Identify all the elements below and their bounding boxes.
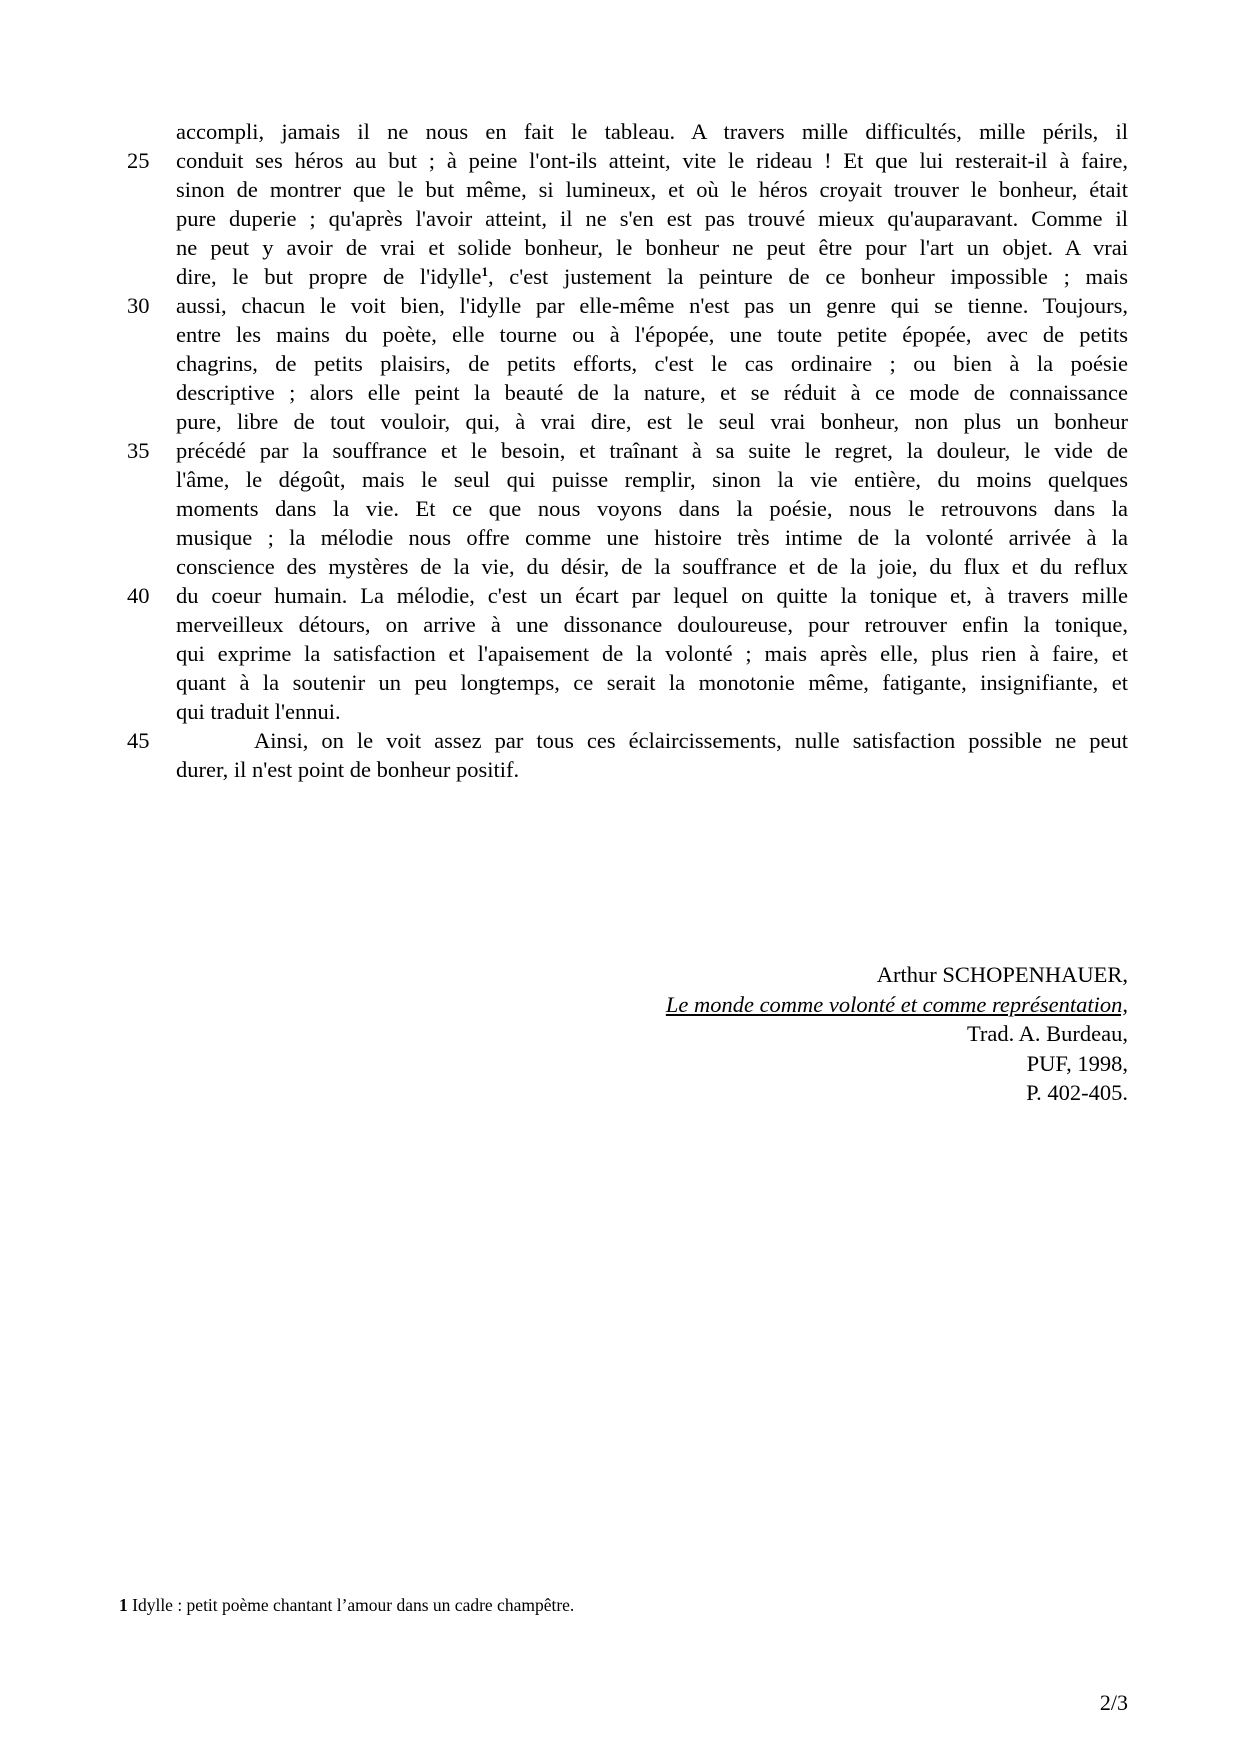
footnote-text: Idylle : petit poème chantant l’amour dans un cadre champêtre. xyxy=(127,1595,575,1615)
line-text: qui exprime la satisfaction et l'apaisement de la volonté ; mais après elle, plus rien à faire, et xyxy=(176,641,1128,666)
text-line xyxy=(176,668,1128,697)
line-text: conscience des mystères de la vie, du désir, de la souffrance et de la joie, du flux et du reflux xyxy=(176,554,1128,579)
source-attribution xyxy=(666,960,1128,1108)
text-line xyxy=(127,436,1128,465)
text-line xyxy=(176,349,1128,378)
footnote-number: 1 xyxy=(119,1595,128,1615)
text-line xyxy=(176,639,1128,668)
text-line xyxy=(176,465,1128,494)
text-line xyxy=(176,378,1128,407)
text-line xyxy=(176,552,1128,581)
line-text-after-footnote: , c'est justement la peinture de ce bonheur impossible ; mais xyxy=(487,264,1128,289)
page-number: 2/3 xyxy=(1099,1690,1128,1715)
line-text: conduit ses héros au but ; à peine l'ont-ils atteint, vite le rideau ! Et que lui resterait-il à faire, xyxy=(176,148,1128,173)
line-text xyxy=(176,262,1128,291)
line-text: descriptive ; alors elle peint la beauté de la nature, et se réduit à ce mode de connaissance xyxy=(176,380,1128,405)
page-range: P. 402-405. xyxy=(1026,1080,1128,1105)
line-text: merveilleux détours, on arrive à une dissonance douloureuse, pour retrouver enfin la tonique, xyxy=(176,612,1128,637)
line-number: 35 xyxy=(127,438,150,463)
text-line xyxy=(176,117,1128,146)
line-text: chagrins, de petits plaisirs, de petits efforts, c'est le cas ordinaire ; ou bien à la poésie xyxy=(176,351,1128,376)
translator: Trad. A. Burdeau, xyxy=(966,1021,1128,1046)
text-line xyxy=(176,523,1128,552)
text-line xyxy=(176,697,1128,726)
text-line xyxy=(127,291,1128,320)
line-text: pure duperie ; qu'après l'avoir atteint, il ne s'en est pas trouvé mieux qu'auparavant. Comme il xyxy=(176,206,1128,231)
line-text: Ainsi, on le voit assez par tous ces éclaircissements, nulle satisfaction possible ne peut xyxy=(254,728,1128,753)
line-number: 30 xyxy=(127,293,150,318)
line-text: ne peut y avoir de vrai et solide bonheur, le bonheur ne peut être pour l'art un objet. A vrai xyxy=(176,235,1128,260)
line-number: 45 xyxy=(127,728,150,753)
line-text: musique ; la mélodie nous offre comme une histoire très intime de la volonté arrivée à la xyxy=(176,525,1128,550)
line-text: accompli, jamais il ne nous en fait le tableau. A travers mille difficultés, mille périls, il xyxy=(176,119,1128,144)
publisher: PUF, 1998, xyxy=(1026,1050,1128,1076)
line-text-before-footnote: dire, le but propre de l'idylle xyxy=(176,264,482,289)
text-line xyxy=(127,581,1128,610)
line-text: du coeur humain. La mélodie, c'est un écart par lequel on quitte la tonique et, à travers mille xyxy=(176,583,1128,608)
passage xyxy=(127,117,1128,784)
line-text: entre les mains du poète, elle tourne ou à l'épopée, une toute petite épopée, avec de petits xyxy=(176,322,1128,347)
text-line xyxy=(176,755,1128,784)
text-line xyxy=(127,146,1128,175)
line-number: 40 xyxy=(127,583,150,608)
work-title: Le monde comme volonté et comme représentation, xyxy=(665,991,1128,1017)
line-text: pure, libre de tout vouloir, qui, à vrai dire, est le seul vrai bonheur, non plus un bonheur xyxy=(176,409,1128,434)
text-line xyxy=(176,494,1128,523)
line-text: sinon de montrer que le but même, si lumineux, et où le héros croyait trouver le bonheur, était xyxy=(176,177,1128,202)
text-line xyxy=(176,175,1128,204)
text-line xyxy=(176,233,1128,262)
line-text: précédé par la souffrance et le besoin, et traînant à sa suite le regret, la douleur, le vide de xyxy=(176,438,1128,463)
text-line xyxy=(176,204,1128,233)
author: Arthur SCHOPENHAUER, xyxy=(876,962,1128,987)
text-line xyxy=(127,726,1128,755)
text-line xyxy=(176,320,1128,349)
footnote xyxy=(119,1594,574,1616)
text-line xyxy=(176,262,1128,291)
footnote-marker: 1 xyxy=(481,264,488,279)
line-text: durer, il n'est point de bonheur positif. xyxy=(176,757,520,782)
line-text: qui traduit l'ennui. xyxy=(176,699,341,724)
line-text: moments dans la vie. Et ce que nous voyons dans la poésie, nous le retrouvons dans la xyxy=(176,496,1128,521)
text-line xyxy=(176,407,1128,436)
line-number: 25 xyxy=(127,148,150,173)
line-text: l'âme, le dégoût, mais le seul qui puisse remplir, sinon la vie entière, du moins quelques xyxy=(176,467,1128,492)
text-line xyxy=(176,610,1128,639)
line-text: quant à la soutenir un peu longtemps, ce serait la monotonie même, fatigante, insignifiante, et xyxy=(176,670,1128,695)
line-text: aussi, chacun le voit bien, l'idylle par elle-même n'est pas un genre qui se tienne. Toujours, xyxy=(176,293,1128,318)
